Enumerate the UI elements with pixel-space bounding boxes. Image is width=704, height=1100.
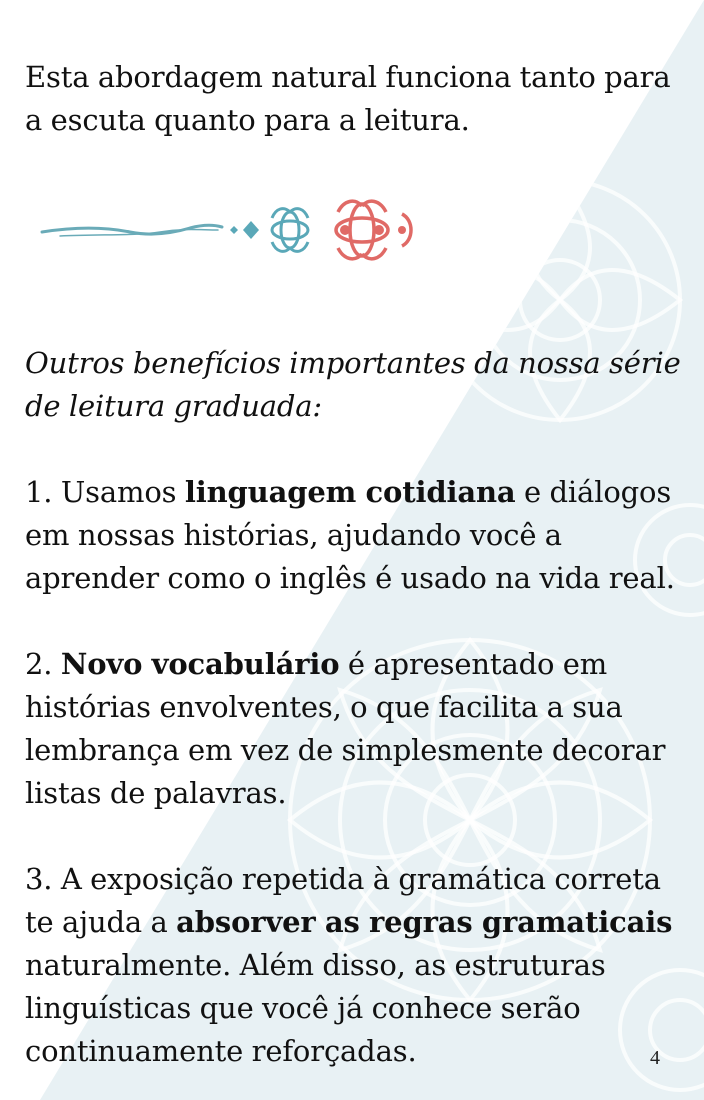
benefit-item-3-emphasis: absorver as regras gramaticais xyxy=(176,905,673,939)
benefit-item-1-prefix: 1. Usamos xyxy=(25,475,185,509)
benefits-heading: Outros benefícios importantes da nossa série de leitura graduada: xyxy=(25,346,681,423)
benefit-item-2 xyxy=(25,643,690,815)
benefit-item-2-emphasis: Novo vocabulário xyxy=(60,647,340,681)
benefit-item-3-prefix: 3. A exposição repetida à gramática correta te ajuda a xyxy=(25,862,661,939)
benefit-item-1-emphasis: linguagem cotidiana xyxy=(184,475,516,509)
benefit-item-3 xyxy=(25,858,690,1073)
benefit-item-2-suffix: é apresentado em histórias envolventes, o que facilita a sua lembrança em vez de simplesmente decorar listas de palavras. xyxy=(25,647,666,810)
benefit-item-3-suffix: naturalmente. Além disso, as estruturas linguísticas que você já conhece serão continuamente reforçadas. xyxy=(25,948,606,1068)
benefit-item-2-prefix: 2. xyxy=(25,647,61,681)
decorative-knot-icon xyxy=(40,190,420,270)
intro-paragraph: Esta abordagem natural funciona tanto para a escuta quanto para a leitura. xyxy=(25,60,671,137)
benefit-item-1 xyxy=(25,471,690,600)
page-number: 4 xyxy=(650,1047,660,1069)
benefit-item-1-suffix: e diálogos em nossas histórias, ajudando você a aprender como o inglês é usado na vida real. xyxy=(25,475,675,595)
